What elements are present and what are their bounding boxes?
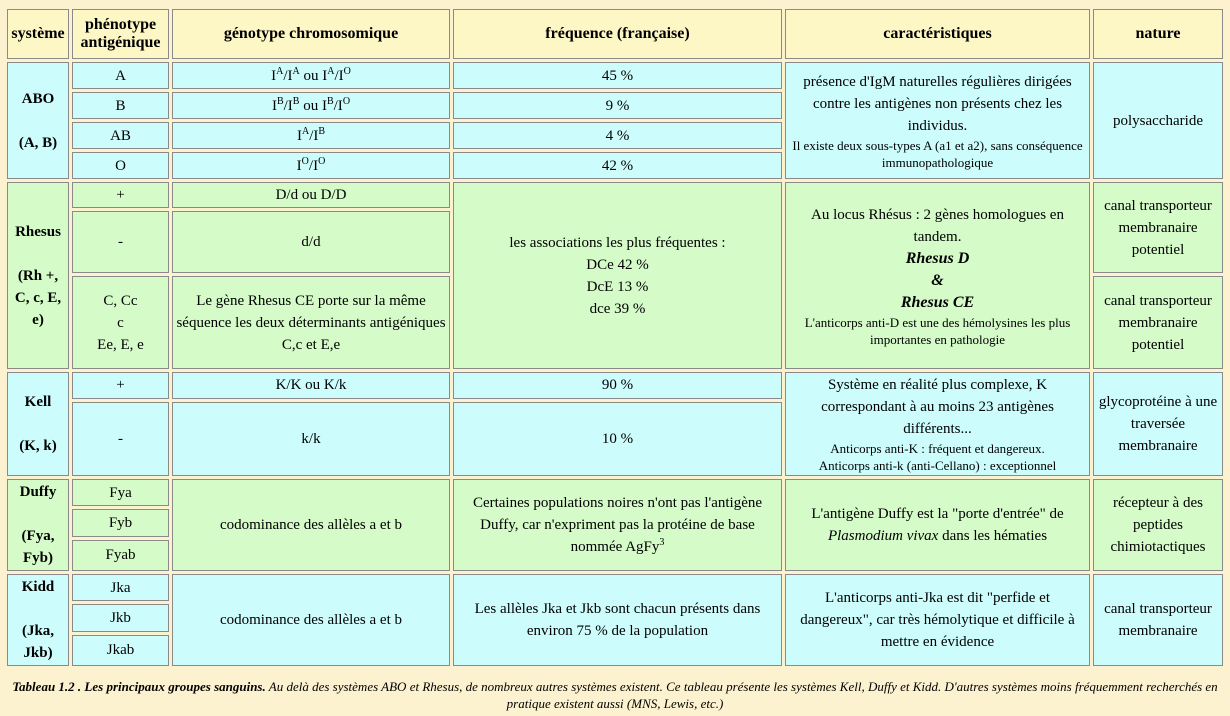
genotype-cell: $I^A/I^A$ ou $I^A/I^O$ — [172, 62, 450, 89]
frequency-cell: 10 % — [453, 402, 782, 476]
phenotype-cell: - — [72, 402, 169, 476]
table-row — [7, 372, 1223, 399]
table-row — [7, 182, 1223, 208]
phenotype-cell: Fyab — [72, 540, 169, 571]
nature-duffy: récepteur à des peptides chimiotactiques — [1093, 479, 1223, 571]
header-row — [7, 9, 1223, 59]
phenotype-cell: - — [72, 211, 169, 273]
header-caracteristiques: caractéristiques — [785, 9, 1090, 59]
header-systeme: système — [7, 9, 69, 59]
nature-kidd: canal transporteur membranaire — [1093, 574, 1223, 666]
phenotype-cell: AB — [72, 122, 169, 149]
frequency-cell: 42 % — [453, 152, 782, 179]
characteristics-abo: présence d'IgM naturelles régulières dirigées contre les antigènes non présents chez les individus. Il existe deux sous-types A (a1 et a2), sans conséquence immunopathologique — [785, 62, 1090, 179]
system-abo: ABO (A, B) — [7, 62, 69, 179]
phenotype-cell: Jkb — [72, 604, 169, 631]
caption-title: Tableau 1.2 . Les principaux groupes sanguins. — [12, 679, 266, 694]
frequency-cell: 4 % — [453, 122, 782, 149]
phenotype-cell: Fya — [72, 479, 169, 506]
header-nature: nature — [1093, 9, 1223, 59]
genotype-cell: D/d ou D/D — [172, 182, 450, 208]
phenotype-cc: C, Cc c Ee, E, e — [72, 276, 169, 369]
system-duffy: Duffy (Fya, Fyb) — [7, 479, 69, 571]
nature-kell: glycoprotéine à une traversée membranaire — [1093, 372, 1223, 476]
table-caption — [12, 678, 1218, 712]
genotype-duffy: codominance des allèles a et b — [172, 479, 450, 571]
header-genotype: génotype chromosomique — [172, 9, 450, 59]
genotype-kidd: codominance des allèles a et b — [172, 574, 450, 666]
phenotype-cell: A — [72, 62, 169, 89]
characteristics-duffy: L'antigène Duffy est la "porte d'entrée" de Plasmodium vivax dans les hématies — [785, 479, 1090, 571]
frequency-duffy: Certaines populations noires n'ont pas l'antigène Duffy, car n'expriment pas la protéine de base nommée AgFy$^3$ — [453, 479, 782, 571]
nature-abo: polysaccharide — [1093, 62, 1223, 179]
header-phenotype: phénotype antigénique — [72, 9, 169, 59]
genotype-cell: K/K ou K/k — [172, 372, 450, 399]
nature-rhesus-2: canal transporteur membranaire potentiel — [1093, 276, 1223, 369]
blood-groups-table — [4, 6, 1226, 669]
phenotype-cell: Jka — [72, 574, 169, 601]
phenotype-cell: Fyb — [72, 509, 169, 536]
nature-rhesus-1: canal transporteur membranaire potentiel — [1093, 182, 1223, 273]
caption-text: Au delà des systèmes ABO et Rhesus, de nombreux autres systèmes existent. Ce tableau présente les systèmes Kell, Duffy et Kidd. D'autres systèmes moins fréquemment recherchés en pratique existent aussi (MNS, Lewis, etc.) — [265, 679, 1218, 711]
genotype-cell: k/k — [172, 402, 450, 476]
frequency-cell: 45 % — [453, 62, 782, 89]
genotype-cell: d/d — [172, 211, 450, 273]
characteristics-kidd: L'anticorps anti-Jka est dit "perfide et dangereux", car très hémolytique et difficile à mettre en évidence — [785, 574, 1090, 666]
system-rhesus: Rhesus (Rh +, C, c, E, e) — [7, 182, 69, 369]
system-kell: Kell (K, k) — [7, 372, 69, 476]
characteristics-rhesus: Au locus Rhésus : 2 gènes homologues en tandem. Rhesus D & Rhesus CE L'anticorps anti-D est une des hémolysines les plus importantes en pathologie — [785, 182, 1090, 369]
phenotype-cell: O — [72, 152, 169, 179]
frequency-rhesus: les associations les plus fréquentes : DCe 42 % DcE 13 % dce 39 % — [453, 182, 782, 369]
phenotype-cell: + — [72, 372, 169, 399]
genotype-cc: Le gène Rhesus CE porte sur la même séquence les deux déterminants antigéniques C,c et E,e — [172, 276, 450, 369]
system-kidd: Kidd (Jka, Jkb) — [7, 574, 69, 666]
characteristics-kell: Système en réalité plus complexe, K correspondant à au moins 23 antigènes différents... Anticorps anti-K : fréquent et dangereux. Anticorps anti-k (anti-Cellano) : exceptionnel — [785, 372, 1090, 476]
table-row — [7, 62, 1223, 89]
genotype-cell: $I^B/I^B$ ou $I^B/I^O$ — [172, 92, 450, 119]
phenotype-cell: B — [72, 92, 169, 119]
table-row — [7, 479, 1223, 506]
frequency-cell: 90 % — [453, 372, 782, 399]
header-frequence: fréquence (française) — [453, 9, 782, 59]
frequency-cell: 9 % — [453, 92, 782, 119]
phenotype-cell: + — [72, 182, 169, 208]
table-row — [7, 574, 1223, 601]
genotype-cell: $I^A/I^B$ — [172, 122, 450, 149]
frequency-kidd: Les allèles Jka et Jkb sont chacun présents dans environ 75 % de la population — [453, 574, 782, 666]
genotype-cell: $I^O/I^O$ — [172, 152, 450, 179]
phenotype-cell: Jkab — [72, 635, 169, 666]
